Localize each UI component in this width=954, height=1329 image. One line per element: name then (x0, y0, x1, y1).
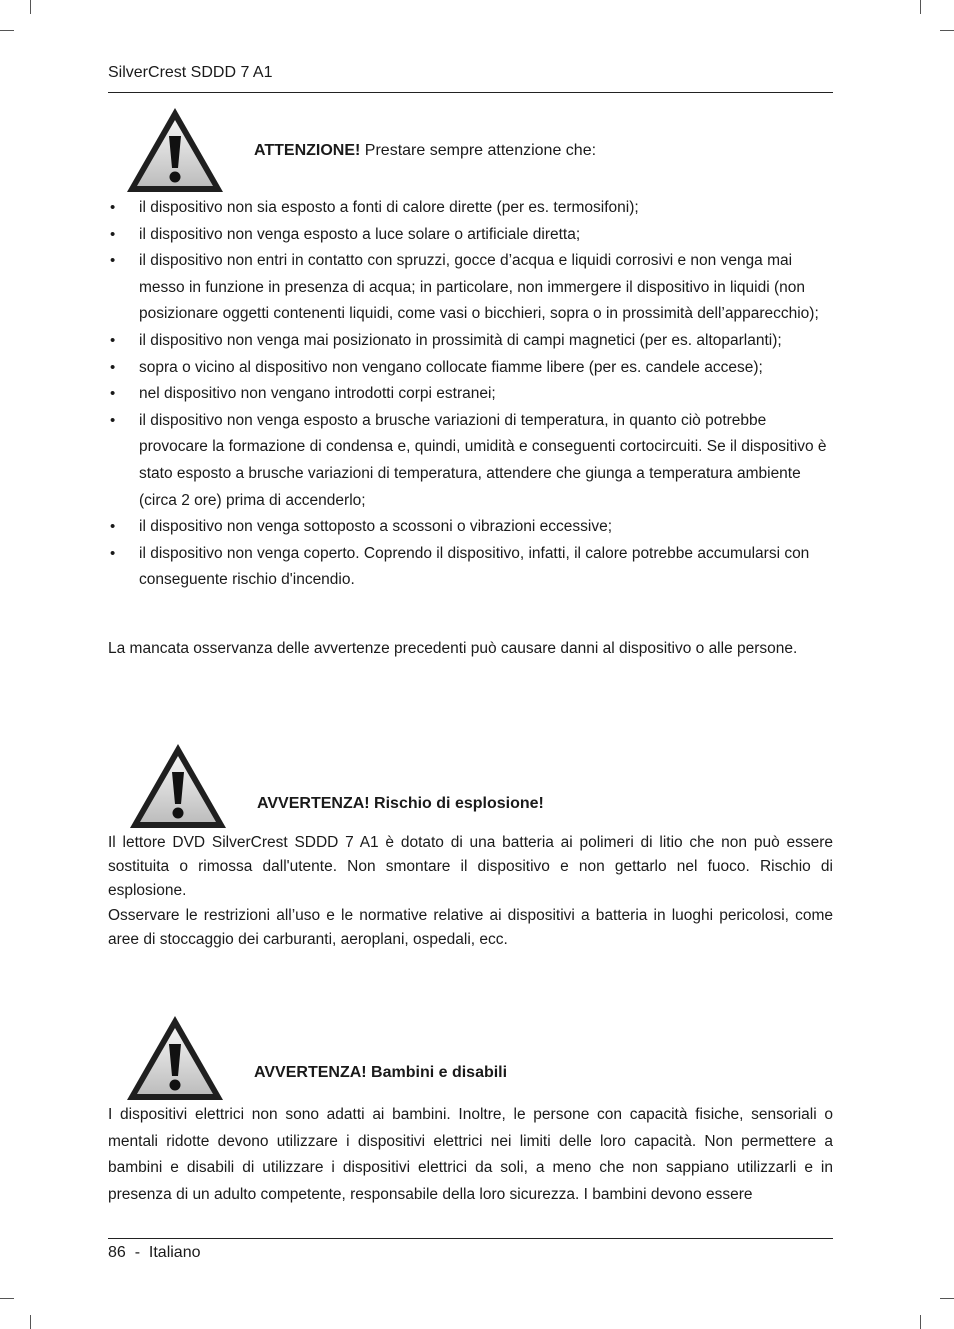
crop-mark (0, 1298, 14, 1299)
page-header-title: SilverCrest SDDD 7 A1 (108, 64, 273, 81)
closing-paragraph: La mancata osservanza delle avvertenze precedenti può causare danni al dispositivo o alle persone. (108, 640, 798, 657)
header-rule (108, 92, 833, 93)
attention-heading-bold: ATTENZIONE! (254, 142, 361, 159)
list-item: • il dispositivo non venga coperto. Coprendo il dispositivo, infatti, il calore potrebbe accumularsi con conseguente rischio d'incendio. (108, 541, 833, 594)
list-item: • il dispositivo non venga esposto a brusche variazioni di temperatura, in quanto ciò potrebbe provocare la formazione di condensa e, quindi, umidità e conseguenti cortocircuiti. Se il dispositivo è stato esposto a brusche variazioni di temperatura, attendere che giunga a temperatura ambiente (circa 2 ore) prima di accenderlo; (108, 408, 833, 514)
footer-rule (108, 1238, 833, 1239)
crop-mark (940, 30, 954, 31)
list-item: • il dispositivo non venga mai posizionato in prossimità di campi magnetici (per es. altoparlanti); (108, 328, 833, 355)
crop-mark (940, 1298, 954, 1299)
page-footer (108, 1244, 201, 1262)
warning-triangle-icon (125, 1014, 225, 1102)
precautions-list (108, 195, 833, 594)
list-item: • nel dispositivo non vengano introdotti corpi estranei; (108, 381, 833, 408)
footer-language: Italiano (148, 1244, 201, 1261)
crop-mark (30, 1315, 31, 1329)
list-item: • il dispositivo non sia esposto a fonti di calore dirette (per es. termosifoni); (108, 195, 833, 222)
list-item: • il dispositivo non venga sottoposto a scossoni o vibrazioni eccessive; (108, 514, 833, 541)
attention-heading-text: Prestare sempre attenzione che: (360, 142, 597, 159)
footer-separator: - (125, 1244, 149, 1261)
children-paragraph: I dispositivi elettrici non sono adatti ai bambini. Inoltre, le persone con capacità fisiche, sensoriali o mentali ridotte devono utilizzare i dispositivi elettrici nei limiti delle loro capacità. Non permettere a bambini e disabili di utilizzare i dispositivi elettrici da soli, a meno che non sappiano utilizzarli e in presenza di un adulto competente, responsabile della loro sicurezza. I bambini devono essere (108, 1106, 833, 1203)
crop-mark (0, 30, 14, 31)
crop-mark (920, 1315, 921, 1329)
attention-heading (254, 142, 596, 160)
restrictions-paragraph: Osservare le restrizioni all’uso e le normative relative ai dispositivi a batteria in luoghi pericolosi, come aree di stoccaggio dei carburanti, aeroplani, ospedali, ecc. (108, 907, 833, 949)
list-item: • sopra o vicino al dispositivo non vengano collocate fiamme libere (per es. candele accese); (108, 355, 833, 382)
warning-triangle-icon (128, 742, 228, 830)
explosion-warning-heading: AVVERTENZA! Rischio di esplosione! (257, 795, 544, 812)
page-number: 86 (108, 1244, 126, 1261)
children-warning-heading: AVVERTENZA! Bambini e disabili (254, 1064, 508, 1081)
list-item: • il dispositivo non entri in contatto con spruzzi, gocce d’acqua e liquidi corrosivi e non venga mai messo in funzione in presenza di acqua; in particolare, non immergere il dispositivo in liquidi (non posizionare oggetti contenenti liquidi, come vasi o bicchieri, sopra o in prossimità dell’apparecchio); (108, 248, 833, 328)
crop-mark (30, 0, 31, 14)
battery-paragraph: Il lettore DVD SilverCrest SDDD 7 A1 è dotato di una batteria ai polimeri di litio che non può essere sostituita o rimossa dall'utente. Non smontare il dispositivo e non gettarlo nel fuoco. Rischio di esplosione. (108, 834, 833, 900)
warning-triangle-icon (125, 106, 225, 194)
list-item: • il dispositivo non venga esposto a luce solare o artificiale diretta; (108, 222, 833, 249)
crop-mark (920, 0, 921, 14)
